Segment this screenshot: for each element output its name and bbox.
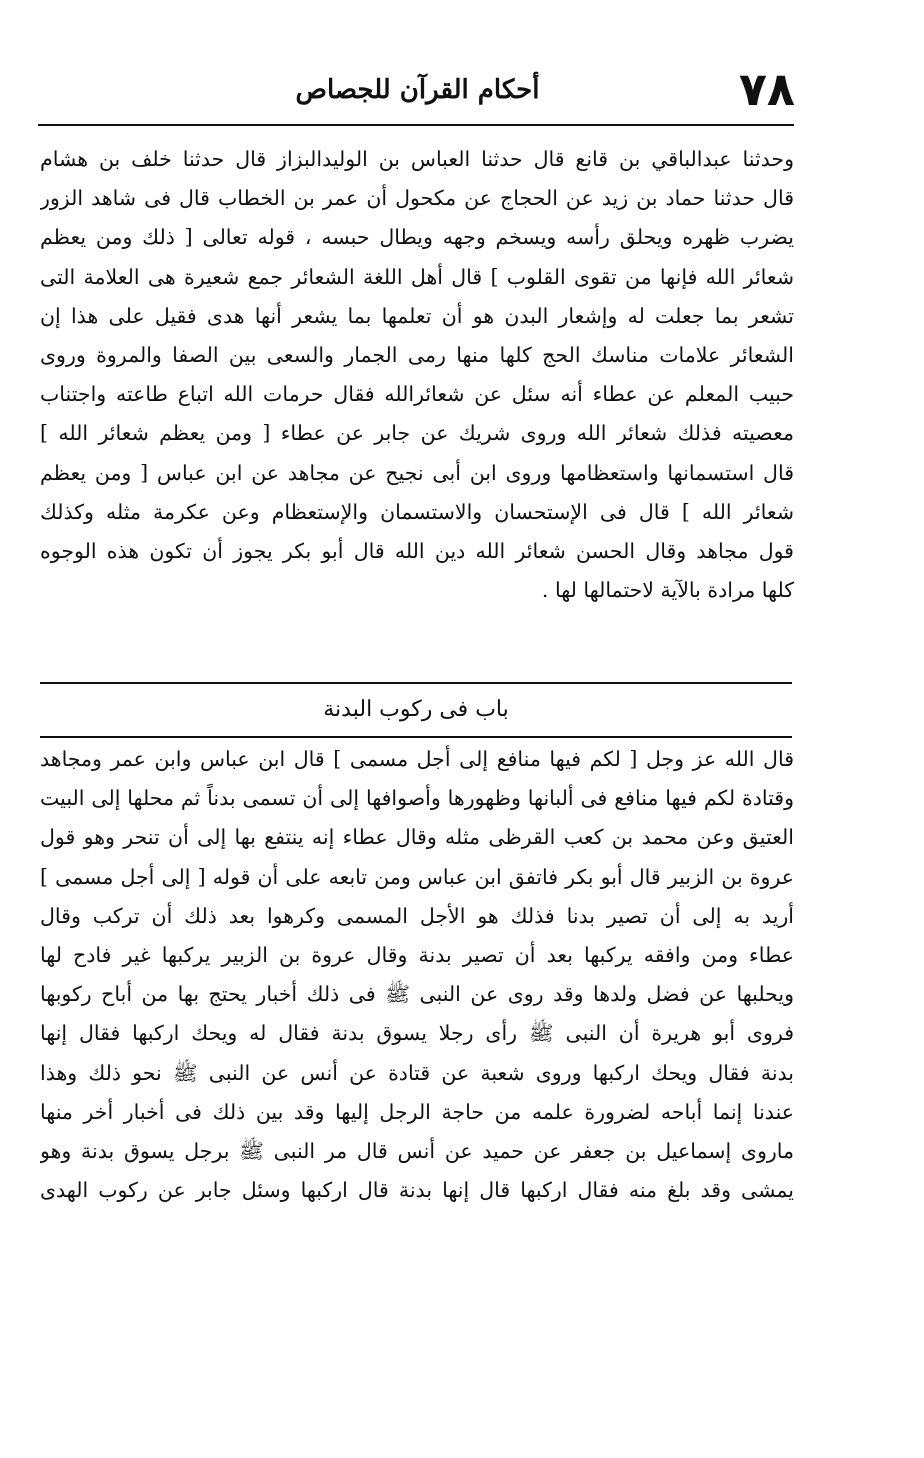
page-number: ٧٨ xyxy=(738,62,795,116)
running-title: أحكام القرآن للجصاص xyxy=(295,75,540,105)
text-line: فروى أبو هريرة أن النبى ﷺ رأى رجلا يسوق بدنة فقال له ويحك اركبها فقال إنها xyxy=(40,1021,794,1046)
section-rule-bottom xyxy=(40,736,792,738)
text-line: قال استسمانها واستعظامها وروى ابن أبى نجيح عن مجاهد عن ابن عباس [ ومن يعظم xyxy=(40,460,794,485)
text-line: عندنا إنما أباحه لضرورة علمه من حاجة الرجل إليها وقد بين ذلك فى أخبار أخر منها xyxy=(40,1099,794,1124)
text-line: شعائر الله ] قال فى الإستحسان والاستسمان والإستعظام وعن عكرمة مثله وكذلك xyxy=(40,499,794,524)
text-line: ماروى إسماعيل بن جعفر عن حميد عن أنس قال مر النبى ﷺ برجل يسوق بدنة وهو xyxy=(40,1138,794,1163)
header-rule xyxy=(38,124,794,126)
text-line: قال الله عز وجل [ لكم فيها منافع إلى أجل مسمى ] قال ابن عباس وابن عمر ومجاهد xyxy=(40,747,794,771)
paragraph-2 xyxy=(40,740,794,1210)
section-heading: باب فى ركوب البدنة xyxy=(323,697,509,722)
text-line: وحدثنا عبدالباقي بن قانع قال حدثنا العباس بن الوليدالبزاز قال حدثنا خلف بن هشام xyxy=(40,147,794,171)
text-line: عطاء ومن وافقه يركبها بعد أن تصير بدنة وقال عروة بن الزبير يركبها غير فادح لها xyxy=(40,942,794,967)
text-line: حبيب المعلم عن عطاء أنه سئل عن شعائرالله فقال حرمات الله اتباع طاعته واجتناب xyxy=(40,382,794,407)
text-line: أريد به إلى أن تصير بدنا فذلك هو الأجل المسمى وكرهوا بعد ذلك أن تركب وقال xyxy=(40,903,794,928)
text-line: يمشى وقد بلغ منه فقال اركبها قال إنها بدنة قال اركبها وسئل جابر عن ركوب الهدى xyxy=(40,1178,794,1203)
paragraph-1 xyxy=(40,140,794,610)
text-line: عروة بن الزبير قال أبو بكر فاتفق ابن عباس ومن تابعه على أن قوله [ إلى أجل مسمى ] xyxy=(40,864,794,889)
text-line: معصيته فذلك شعائر الله وروى شريك عن جابر عن عطاء [ ومن يعظم شعائر الله ] xyxy=(40,421,794,446)
text-line: شعائر الله فإنها من تقوى القلوب ] قال أهل اللغة الشعائر جمع شعيرة هى العلامة التى xyxy=(40,264,794,289)
text-line: ويحلبها عن فضل ولدها وقد روى عن النبى ﷺ فى ذلك أخبار يحتج بها من أباح ركوبها xyxy=(40,982,794,1007)
text-line: يضرب ظهره ويحلق رأسه ويسخم وجهه ويطال حبسه ، قوله تعالى [ ذلك ومن يعظم xyxy=(40,225,794,250)
text-line: تشعر بما جعلت له وإشعار البدن هو أن تعلمها بما يشعر أنها هدى فقيل على هذا إن xyxy=(40,303,794,328)
text-line: كلها مرادة بالآية لاحتمالها لها . xyxy=(541,578,794,603)
text-line: قول مجاهد وقال الحسن شعائر الله دين الله قال أبو بكر يجوز أن تكون هذه الوجوه xyxy=(40,538,794,563)
section-rule-top xyxy=(40,682,792,684)
text-line: وقتادة لكم فيها منافع فى ألبانها وظهورها وأصوافها إلى أن تسمى بدناً ثم محلها إلى البيت xyxy=(40,786,794,811)
text-line: العتيق وعن محمد بن كعب القرظى مثله وقال عطاء إنه ينتفع بها إلى أن تنحر وهو قول xyxy=(40,825,794,850)
page-header xyxy=(40,62,795,124)
text-line: الشعائر علامات مناسك الحج كلها منها رمى الجمار والسعى بين الصفا والمروة وروى xyxy=(40,342,794,367)
text-line: قال حدثنا حماد بن زيد عن الحجاج عن مكحول أن عمر بن الخطاب قال فى شاهد الزور xyxy=(40,186,794,211)
text-line: بدنة فقال ويحك اركبها وروى شعبة عن قتادة عن أنس عن النبى ﷺ نحو ذلك وهذا xyxy=(40,1060,794,1085)
